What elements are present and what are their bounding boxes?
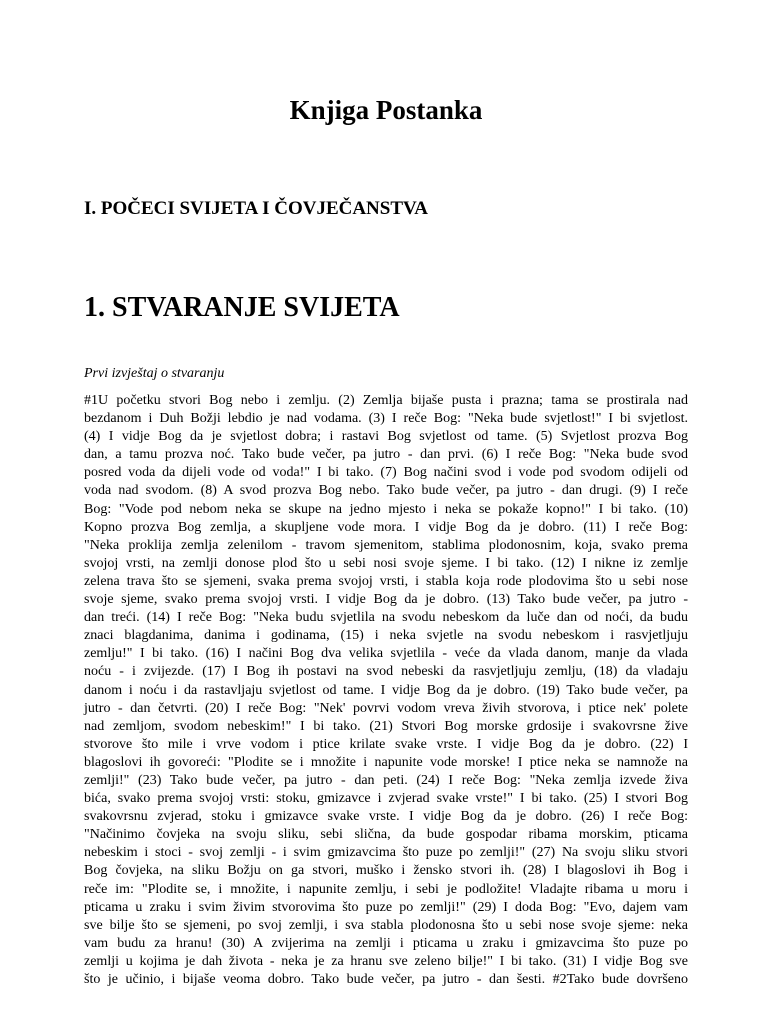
body-line: zemlji!" (23) Tako bude večer, pa jutro - dan peti. (24) I reče Bog: "Neka zemlja izvede živa bbox=[84, 772, 688, 788]
body-line: znaci blagdanima, danima i godinama, (15) i neka svjetle na svodu nebeskom i rasvjetljuju bbox=[84, 628, 688, 644]
body-line: svakovrsnu zvjerad, stoku i gmizavce svake vrste. I vidje Bog da je dobro. (26) I reče Bog: bbox=[84, 809, 688, 825]
document-page bbox=[84, 0, 688, 1024]
body-line: Kopno prozva Bog zemlja, a skupljene vode mora. I vidje Bog da je dobro. (11) I reče Bog: bbox=[84, 519, 688, 535]
section-subheading: Prvi izvještaj o stvaranju bbox=[84, 366, 225, 381]
body-line: stvorove što mile i vrve vodom i ptice krilate svake vrste. I vidje Bog da je dobro. (22) I bbox=[84, 736, 688, 752]
body-line: svoje sjeme, svako prema svojoj vrsti. I vidje Bog da je dobro. (13) Tako bude večer, pa jutro - bbox=[84, 592, 688, 608]
body-line: nad zemljom, svodom nebeskim!" I bi tako. (21) Stvori Bog morske grdosije i svakovrsne žive bbox=[84, 718, 688, 734]
body-line: "Načinimo čovjeka na svoju sliku, sebi slična, da bude gospodar ribama morskim, pticama bbox=[84, 827, 688, 843]
body-line: zelena trava što se sjemeni, svaka prema svojoj vrsti, i stabla koja rode plodovima što u sebi nose bbox=[84, 573, 688, 589]
body-line: bića, svako prema svojoj vrsti: stoku, gmizavce i zvjerad svake vrste!" I bi tako. (25) I stvori Bog bbox=[84, 791, 688, 807]
chapter-title: 1. STVARANJE SVIJETA bbox=[84, 292, 400, 323]
body-line: dan, a tamu prozva noć. Tako bude večer, pa jutro - dan prvi. (6) I reče Bog: "Neka bude svod bbox=[84, 447, 688, 463]
body-line: zemlji u kojima je dah života - neka je za hranu sve zeleno bilje!" I bi tako. (31) I vidje Bog sve bbox=[84, 953, 688, 969]
body-line: svojoj vrsti, na zemlji donose plod što u sebi nosi svoje sjeme. I bi tako. (12) I nikne iz zemlje bbox=[84, 555, 688, 571]
body-line: blagoslovi ih govoreći: "Plodite se i množite i napunite vode morske! I ptice neka se namnože na bbox=[84, 754, 688, 770]
body-line: (4) I vidje Bog da je svjetlost dobra; i rastavi Bog svjetlost od tame. (5) Svjetlost prozva Bog bbox=[84, 429, 688, 445]
body-line: posred voda da dijeli vode od voda!" I bi tako. (7) Bog načini svod i vode pod svodom odijeli od bbox=[84, 465, 688, 481]
body-line: sve bilje što se sjemeni, po svoj zemlji, i sva stabla plodonosna što u sebi nose svoje sjeme: neka bbox=[84, 917, 688, 933]
body-line: pticama u zraku i svim živim stvorovima što puze po zemlji!" (29) I doda Bog: "Evo, dajem vam bbox=[84, 899, 688, 915]
body-paragraph bbox=[84, 392, 688, 989]
body-line: dan treći. (14) I reče Bog: "Neka budu svjetlila na svodu nebeskom da luče dan od noći, da budu bbox=[84, 610, 688, 626]
body-line: danom i noću i da rastavljaju svjetlost od tame. I vidje Bog da je dobro. (19) Tako bude večer, pa bbox=[84, 682, 688, 698]
body-line: voda nad svodom. (8) A svod prozva Bog nebo. Tako bude večer, pa jutro - dan drugi. (9) I reče bbox=[84, 483, 688, 499]
body-line: "Neka proklija zemlja zelenilom - travom sjemenitom, stablima plodonosnim, koja, svako prema bbox=[84, 537, 688, 553]
body-line: bezdanom i Duh Božji lebdio je nad vodama. (3) I reče Bog: "Neka bude svjetlost!" I bi svjetlost. bbox=[84, 411, 688, 427]
body-line: Bog: "Vode pod nebom neka se skupe na jedno mjesto i neka se pokaže kopno!" I bi tako. (10) bbox=[84, 501, 688, 517]
body-line: što je učinio, i bijaše veoma dobro. Tako bude večer, pa jutro - dan šesti. #2Tako bude dovršeno bbox=[84, 972, 688, 987]
body-line: Bog čovjeka, na sliku Božju on ga stvori, muško i žensko stvori ih. (28) I blagoslovi ih Bog i bbox=[84, 863, 688, 879]
book-title: Knjiga Postanka bbox=[289, 95, 483, 125]
part-title: I. POČECI SVIJETA I ČOVJEČANSTVA bbox=[84, 198, 429, 219]
body-line: noću - i zvijezde. (17) I Bog ih postavi na svod nebeski da rasvjetljuju zemlju, (18) da vladaju bbox=[84, 664, 688, 680]
body-line: reče im: "Plodite se, i množite, i napunite zemlju, i sebi je podložite! Vladajte ribama u moru i bbox=[84, 881, 688, 897]
body-line: #1U početku stvori Bog nebo i zemlju. (2) Zemlja bijaše pusta i prazna; tama se prostirala nad bbox=[84, 393, 688, 408]
body-line: nebeskim i stoci - svoj zemlji - i svim gmizavcima što puze po zemlji!" (27) Na svoju sliku stvori bbox=[84, 845, 688, 861]
body-line: vam budu za hranu! (30) A zvijerima na zemlji i pticama u zraku i gmizavcima što puze po bbox=[84, 935, 688, 951]
body-line: jutro - dan četvrti. (20) I reče Bog: "Nek' povrvi vodom vreva živih stvorova, i ptice nek' polete bbox=[84, 700, 688, 716]
body-line: zemlju!" I bi tako. (16) I načini Bog dva velika svjetlila - veće da vlada danom, manje da vlada bbox=[84, 646, 688, 662]
